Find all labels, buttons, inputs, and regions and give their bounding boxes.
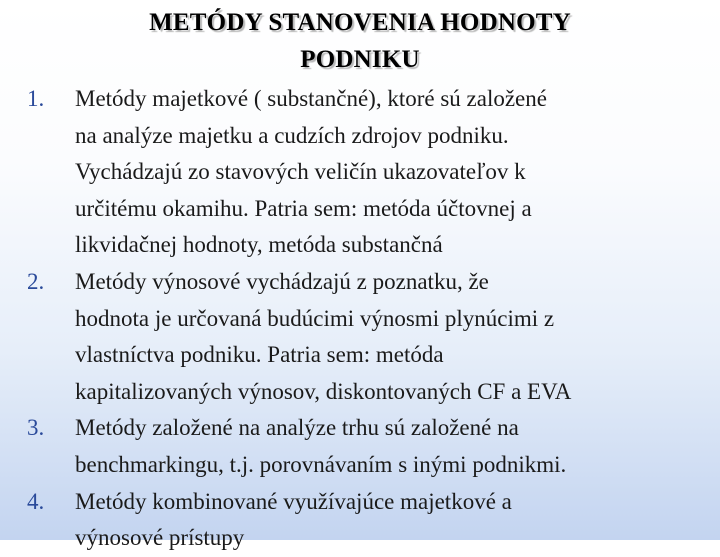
item-line: výnosové prístupy xyxy=(75,525,245,551)
item-line: hodnota je určovaná budúcimi výnosmi plynúcimi z xyxy=(75,305,555,331)
list-item-4 xyxy=(0,484,720,557)
list-item-3 xyxy=(0,410,720,483)
item-line: vlastníctva podniku. Patria sem: metóda xyxy=(75,342,444,368)
list-number: 4. xyxy=(27,488,45,514)
item-line: Metódy založené na analýze trhu sú založené na xyxy=(75,415,519,441)
item-line: likvidačnej hodnoty, metóda substančná xyxy=(75,232,443,258)
item-line: kapitalizovaných výnosov, diskontovaných CF a EVA xyxy=(75,378,572,404)
item-line: Metódy výnosové vychádzajú z poznatku, že xyxy=(75,268,489,294)
list-number: 3. xyxy=(27,415,45,441)
slide-title-line-2: PODNIKU xyxy=(300,46,420,73)
item-line: Metódy kombinované využívajúce majetkové a xyxy=(75,488,512,514)
item-line: Metódy majetkové ( substančné), ktoré sú založené xyxy=(75,86,547,111)
item-line: určitému okamihu. Patria sem: metóda účtovnej a xyxy=(75,195,532,221)
item-line: na analýze majetku a cudzích zdrojov podniku. xyxy=(75,122,509,148)
list-item-2 xyxy=(0,264,720,410)
item-line: benchmarkingu, t.j. porovnávaním s inými podnikmi. xyxy=(75,451,567,477)
methods-list xyxy=(0,81,720,557)
list-item-1 xyxy=(0,81,720,264)
slide-title xyxy=(60,4,660,78)
item-line: Vychádzajú zo stavových veličín ukazovateľov k xyxy=(75,159,526,185)
list-number: 1. xyxy=(27,86,45,111)
list-number: 2. xyxy=(27,268,45,294)
slide-title-line-1: METÓDY STANOVENIA HODNOTY xyxy=(149,9,571,36)
